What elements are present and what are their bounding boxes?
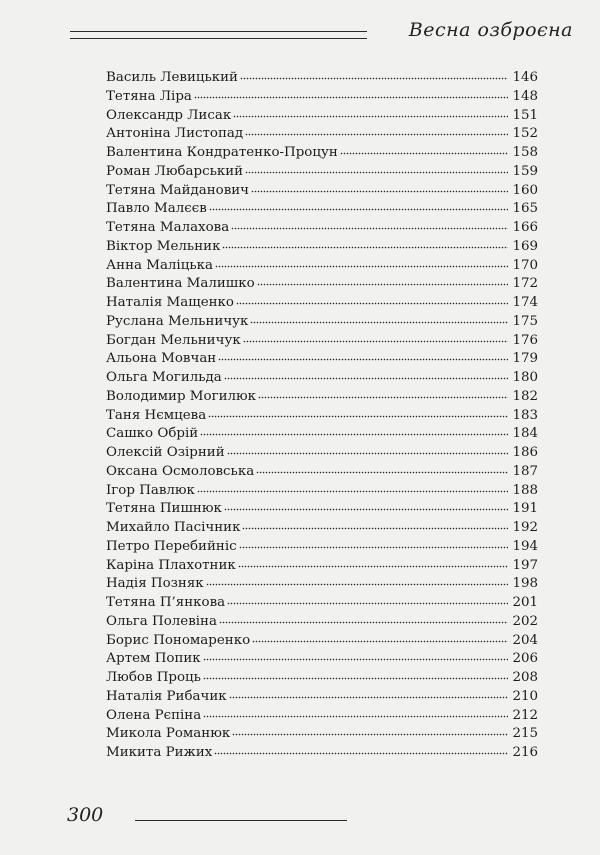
- toc-entry: [106, 557, 538, 576]
- toc-entry-name: Віктор Мельник: [106, 238, 221, 254]
- toc-entry-page: 151: [512, 107, 538, 123]
- toc-entry-name: Тетяна Пишнюк: [106, 501, 222, 517]
- dot-leader: [203, 658, 508, 661]
- toc-entry-page: 215: [512, 726, 538, 742]
- toc-entry-page: 208: [512, 670, 538, 685]
- toc-entry: [106, 69, 538, 88]
- toc-entry-page: 158: [512, 145, 538, 160]
- page-number: 300: [67, 804, 104, 826]
- dot-leader: [245, 171, 508, 174]
- toc-entry-page: 187: [512, 463, 538, 479]
- toc-entry-name: Любов Проць: [106, 670, 201, 685]
- toc-entry-page: 148: [512, 88, 538, 104]
- dot-leader: [224, 508, 508, 511]
- dot-leader: [238, 565, 508, 568]
- toc-entry-page: 166: [512, 220, 538, 235]
- toc-entry-page: 183: [512, 407, 538, 423]
- header-rule-top: [70, 31, 367, 32]
- dot-leader: [256, 471, 508, 474]
- toc-entry-name: Каріна Плахотник: [106, 557, 236, 573]
- toc-entry: [106, 444, 538, 463]
- toc-entry: [106, 275, 538, 294]
- toc-entry: [106, 163, 538, 182]
- toc-entry-name: Тетяна Малахова: [106, 220, 230, 235]
- dot-leader: [206, 583, 508, 586]
- toc-entry-name: Тетяна Майданович: [106, 182, 250, 198]
- toc-entry: [106, 744, 538, 763]
- toc-entry-name: Володимир Могилюк: [106, 388, 257, 404]
- dot-leader: [219, 621, 508, 624]
- dot-leader: [257, 283, 508, 286]
- dot-leader: [203, 677, 508, 680]
- toc-entry-page: 186: [512, 445, 538, 460]
- toc-entry: [106, 538, 538, 557]
- toc-entry: [106, 369, 538, 388]
- dot-leader: [236, 302, 508, 305]
- toc-entry: [106, 200, 538, 219]
- toc-entry-name: Валентина Малишко: [106, 276, 255, 292]
- toc-entry-name: Валентина Кондратенко-Процун: [106, 145, 338, 160]
- toc-entry: [106, 725, 538, 744]
- toc-entry-name: Олександр Лисак: [106, 107, 232, 123]
- toc-entry: [106, 144, 538, 163]
- toc-entry: [106, 294, 538, 313]
- dot-leader: [252, 640, 508, 643]
- toc-entry-page: 174: [512, 295, 538, 310]
- dot-leader: [251, 190, 508, 193]
- toc-entry-page: 179: [512, 351, 538, 367]
- toc-entry-name: Михайло Пасічник: [106, 520, 241, 535]
- toc-entry-page: 206: [512, 651, 538, 667]
- toc-entry: [106, 332, 538, 351]
- toc-entry-page: 182: [512, 388, 538, 404]
- toc-entry: [106, 388, 538, 407]
- toc-entry-name: Ольга Могильда: [106, 370, 222, 385]
- toc-entry: [106, 219, 538, 238]
- dot-leader: [215, 265, 508, 268]
- dot-leader: [250, 321, 508, 324]
- toc-entry-name: Олена Рєпіна: [106, 707, 202, 723]
- toc-entry-name: Наталія Мащенко: [106, 295, 234, 310]
- toc-entry: [106, 313, 538, 332]
- toc-entry-name: Надія Позняк: [106, 576, 204, 592]
- toc-entry: [106, 594, 538, 613]
- toc-entry-page: 175: [512, 313, 538, 329]
- dot-leader: [222, 246, 508, 249]
- toc-entry: [106, 88, 538, 107]
- toc-entry-page: 169: [512, 238, 538, 254]
- footer-rule: [135, 820, 347, 821]
- toc-entry-page: 170: [512, 257, 538, 273]
- toc-entry-page: 152: [512, 126, 538, 142]
- toc-entry-page: 201: [512, 595, 538, 610]
- toc-entry-name: Богдан Мельничук: [106, 332, 241, 348]
- toc-entry: [106, 407, 538, 426]
- toc-entry-page: 172: [512, 276, 538, 292]
- toc-entry-page: 212: [512, 707, 538, 723]
- toc-entry: [106, 688, 538, 707]
- toc-entry-name: Василь Левицький: [106, 70, 238, 85]
- dot-leader: [240, 77, 508, 80]
- toc-entry-name: Роман Любарський: [106, 163, 244, 179]
- toc-entry: [106, 238, 538, 257]
- toc-entry-name: Руслана Мельничук: [106, 313, 249, 329]
- header-rule-bottom: [70, 38, 367, 39]
- toc-entry-name: Ольга Полевіна: [106, 613, 217, 629]
- toc-entry: [106, 650, 538, 669]
- toc-entry-name: Ігор Павлюк: [106, 482, 195, 498]
- dot-leader: [233, 115, 508, 118]
- toc-entry-page: 216: [512, 745, 538, 760]
- toc-entry-page: 146: [512, 70, 538, 85]
- dot-leader: [243, 340, 508, 343]
- dot-leader: [214, 752, 508, 755]
- toc-entry-name: Таня Нємцева: [106, 407, 207, 423]
- toc-entry-page: 202: [512, 613, 538, 629]
- toc-entry-name: Микола Романюк: [106, 726, 231, 742]
- toc-entry-name: Павло Малєєв: [106, 201, 207, 217]
- dot-leader: [200, 433, 508, 436]
- toc-entry-page: 204: [512, 632, 538, 648]
- toc-entry: [106, 613, 538, 632]
- toc-entry-page: 194: [512, 538, 538, 554]
- dot-leader: [242, 527, 508, 530]
- toc-entry: [106, 575, 538, 594]
- toc-entry: [106, 425, 538, 444]
- toc-entry-page: 197: [512, 557, 538, 573]
- dot-leader: [218, 358, 508, 361]
- toc-entry: [106, 500, 538, 519]
- toc-entry-page: 160: [512, 182, 538, 198]
- toc-entry-page: 191: [512, 501, 538, 517]
- running-title: Весна озброєна: [408, 19, 573, 41]
- toc-entry: [106, 519, 538, 538]
- dot-leader: [258, 396, 508, 399]
- toc-entry-name: Олексій Озірний: [106, 445, 225, 460]
- dot-leader: [245, 133, 508, 136]
- toc-entry: [106, 463, 538, 482]
- toc-entry: [106, 125, 538, 144]
- dot-leader: [340, 152, 508, 155]
- toc-entry-name: Тетяна Ліра: [106, 88, 192, 104]
- dot-leader: [231, 227, 508, 230]
- dot-leader: [227, 602, 508, 605]
- toc-entry-name: Антоніна Листопад: [106, 126, 244, 142]
- toc-entry-page: 210: [512, 688, 538, 704]
- dot-leader: [227, 452, 508, 455]
- toc-entry-name: Оксана Осмоловська: [106, 463, 255, 479]
- dot-leader: [232, 733, 508, 736]
- toc-entry-page: 165: [512, 201, 538, 217]
- toc-entry: [106, 707, 538, 726]
- toc-entry-name: Тетяна П’янкова: [106, 595, 226, 610]
- dot-leader: [229, 696, 508, 699]
- toc-entry-page: 180: [512, 370, 538, 385]
- toc-entry-name: Наталія Рибачик: [106, 688, 227, 704]
- dot-leader: [197, 490, 508, 493]
- toc-entry: [106, 257, 538, 276]
- toc-entry: [106, 107, 538, 126]
- toc-entry-page: 159: [512, 163, 538, 179]
- toc-entry-page: 192: [512, 520, 538, 535]
- table-of-contents: [106, 69, 538, 763]
- dot-leader: [224, 377, 508, 380]
- dot-leader: [239, 546, 508, 549]
- toc-entry-name: Сашко Обрій: [106, 426, 199, 442]
- dot-leader: [209, 208, 508, 211]
- toc-entry: [106, 669, 538, 688]
- toc-entry: [106, 482, 538, 501]
- toc-entry-name: Артем Попик: [106, 651, 201, 667]
- toc-entry: [106, 182, 538, 201]
- toc-entry-name: Анна Маліцька: [106, 257, 213, 273]
- toc-entry-name: Микита Рижих: [106, 745, 213, 760]
- toc-entry-name: Борис Пономаренко: [106, 632, 251, 648]
- toc-entry-name: Альона Мовчан: [106, 351, 217, 367]
- toc-entry-page: 184: [512, 426, 538, 442]
- toc-entry-page: 176: [512, 332, 538, 348]
- toc-entry-page: 188: [512, 482, 538, 498]
- dot-leader: [203, 715, 508, 718]
- toc-entry: [106, 350, 538, 369]
- toc-entry-page: 198: [512, 576, 538, 592]
- dot-leader: [208, 415, 508, 418]
- toc-entry-name: Петро Перебийніс: [106, 538, 237, 554]
- toc-entry: [106, 632, 538, 651]
- dot-leader: [194, 96, 508, 99]
